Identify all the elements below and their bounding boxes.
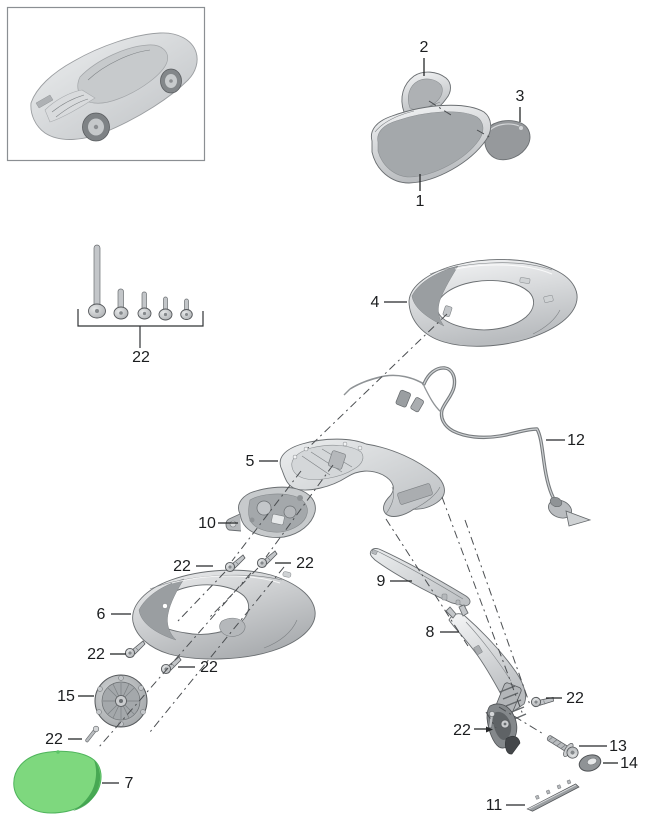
vehicle-thumbnail [8,8,205,161]
callout-6[interactable] [97,606,131,623]
part-turn-signal-strip [523,778,581,813]
callout-label-14[interactable]: 14 [620,755,638,772]
callout-22-screw-set[interactable] [132,349,150,366]
callout-label-22-set[interactable]: 22 [132,349,150,366]
callout-label-2[interactable]: 2 [419,39,429,56]
callout-22-glass-pin[interactable] [45,731,82,748]
screw-22-e [530,689,555,713]
screw-22-c [125,641,145,658]
part-mirror-housing-lower [133,570,316,659]
callout-7[interactable] [102,775,134,792]
part-screw-set [78,245,203,348]
callout-label-7[interactable]: 7 [124,775,134,792]
callout-label-10[interactable]: 10 [198,515,216,532]
callout-14[interactable] [603,755,638,772]
part-mirror-adjustment-unit [226,487,315,537]
callout-label-22-housing-left[interactable]: 22 [87,646,105,663]
callout-22-bracket-pin[interactable] [453,722,493,739]
callout-label-22-bracket-pin[interactable]: 22 [453,722,471,739]
callout-label-12[interactable]: 12 [567,432,585,449]
callout-label-8[interactable]: 8 [425,624,435,641]
callout-22-housing-center[interactable] [178,659,218,676]
callout-13[interactable] [579,738,627,755]
callout-label-3[interactable]: 3 [515,88,525,105]
part-grommet [577,752,603,774]
callout-label-13[interactable]: 13 [609,738,627,755]
callout-label-15[interactable]: 15 [57,688,75,705]
callout-11[interactable] [486,797,525,814]
callout-label-22-trim-right[interactable]: 22 [566,690,584,707]
callout-12[interactable] [546,432,585,449]
callout-label-4[interactable]: 4 [370,294,380,311]
callout-4[interactable] [371,294,407,311]
callout-label-6[interactable]: 6 [96,606,106,623]
callout-label-22-pair-right[interactable]: 22 [296,555,314,572]
screw-22-b [257,551,277,568]
callout-label-9[interactable]: 9 [376,573,386,590]
callout-label-11[interactable]: 11 [485,797,503,814]
callout-3[interactable] [516,88,525,122]
part-interior-mirror-lower-cover [485,121,530,160]
callout-2[interactable] [420,39,429,76]
callout-15[interactable] [57,688,94,705]
callout-label-22-housing-center[interactable]: 22 [200,659,218,676]
callout-label-5[interactable]: 5 [245,453,255,470]
part-interior-mirror [371,105,490,183]
callout-22-pair-right[interactable] [275,555,314,572]
callout-label-22-glass-pin[interactable]: 22 [45,731,63,748]
part-mirror-housing-upper [409,259,577,346]
callout-22-trim-right[interactable] [546,690,584,707]
callout-5[interactable] [246,453,278,470]
callout-22-housing-left[interactable] [87,646,126,663]
harness-connector [546,496,590,526]
callout-label-22-pair-left[interactable]: 22 [173,558,191,575]
screw-22-d [161,657,181,674]
part-bolt [544,731,581,762]
part-mirror-glass-highlighted [14,750,101,813]
screw-22-pin-glass [84,725,100,743]
callout-label-1[interactable]: 1 [415,193,425,210]
